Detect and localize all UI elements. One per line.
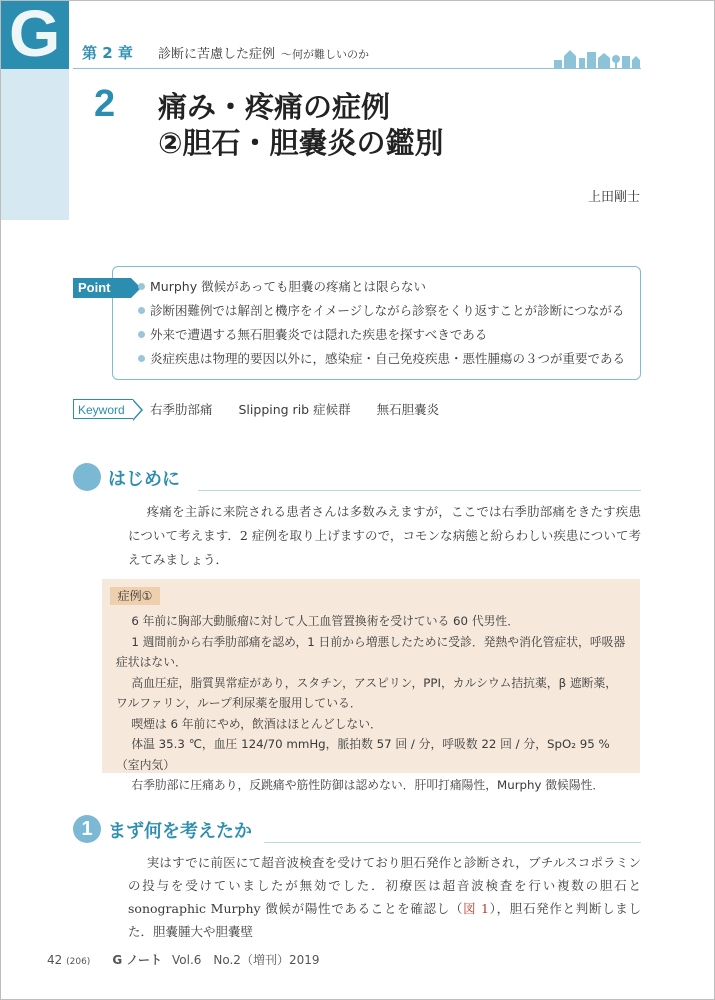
point-item: 炎症疾患は物理的要因以外に，感染症・自己免疫疾患・悪性腫瘍の３つが重要である	[138, 350, 625, 374]
case-text	[116, 611, 628, 796]
intro-heading-rule	[198, 490, 641, 491]
case-line: 喫煙は 6 年前にやめ，飲酒はほとんどしない．	[131, 716, 382, 731]
section1-paragraph: 実はすでに前医にて超音波検査を受けており胆石発作と診断され，ブチルスコポラミンの投与を受けていましたが無効でした．初療医は超音波検査を行い複数の胆石と sonographic Murphy 徴候が陽性であることを確認し（図 1），胆石発作と判断しました．胆嚢腫大や胆嚢壁	[128, 855, 641, 939]
page-footer	[47, 951, 319, 968]
side-band	[1, 69, 69, 220]
chapter-title	[158, 43, 369, 62]
keyword-item: Slipping rib 症候群	[238, 402, 351, 417]
keyword-list	[150, 400, 461, 418]
case-line: 6 年前に胸部大動脈瘤に対して人工血管置換術を受けている 60 代男性．	[131, 614, 520, 628]
chapter-title-text: 診断に苦慮した症例	[158, 47, 276, 62]
keyword-item: 無石胆嚢炎	[376, 402, 440, 417]
section1-number-icon: 1	[73, 815, 101, 843]
figure-link[interactable]: 図 1	[463, 901, 489, 916]
bullet-dot-icon	[138, 283, 145, 290]
heading-circle-icon	[73, 463, 101, 491]
bullet-dot-icon	[138, 331, 145, 338]
point-item: 診断困難例では解剖と機序をイメージしながら診察をくり返すことが診断につながる	[138, 302, 625, 326]
keyword-tag: Keyword	[73, 399, 133, 419]
intro-heading: はじめに	[108, 469, 180, 490]
section1-heading: まず何を考えたか	[108, 821, 252, 842]
point-tag: Point	[73, 278, 131, 298]
page-number: 42 (206)	[47, 953, 91, 967]
logo-block	[1, 1, 69, 69]
keyword-item: 右季肋部痛	[150, 402, 213, 417]
case-tag: 症例①	[110, 587, 160, 605]
skyline-icon	[552, 44, 642, 70]
point-item: Murphy 徴候があっても胆嚢の疼痛とは限らない	[138, 278, 625, 302]
chapter-label: 第 2 章	[82, 44, 133, 62]
point-list	[138, 278, 625, 374]
section-number: 2	[94, 83, 116, 125]
title-line-2: ②胆石・胆嚢炎の鑑別	[158, 126, 444, 160]
bullet-dot-icon	[138, 307, 145, 314]
case-line: 体温 35.3 ℃，血圧 124/70 mmHg，脈拍数 57 回 / 分，呼吸数 22 回 / 分，SpO₂ 95 %（室内気）	[116, 737, 610, 772]
case-line: 右季肋部に圧痛あり，反跳痛や筋性防御は認めない．肝叩打痛陽性，Murphy 徴候陽性．	[131, 778, 605, 792]
section1-heading-rule	[264, 842, 641, 843]
point-item: 外来で遭遇する無石胆嚢炎では隠れた疾患を探すべきである	[138, 326, 625, 350]
bullet-dot-icon	[138, 355, 145, 362]
author-name: 上田剛士	[587, 190, 640, 205]
case-line: 1 週間前から右季肋部痛を認め，1 日前から増悪したために受診．発熱や消化管症状，呼吸器症状はない．	[116, 634, 626, 669]
journal-name: G ノート	[112, 953, 162, 967]
intro-paragraph: 疼痛を主訴に来院される患者さんは多数みえますが，ここでは右季肋部痛をきたす疾患について考えます．2 症例を取り上げますので，コモンな病態と紛らわしい疾患について考えてみましょう．	[128, 504, 641, 567]
title-line-1: 痛み・疼痛の症例	[158, 90, 391, 124]
chapter-subtitle: ～何が難しいのか	[281, 48, 370, 61]
logo-letter: G	[9, 1, 61, 69]
issue-info: Vol.6 No.2（増刊）2019	[171, 953, 320, 967]
case-line: 高血圧症，脂質異常症があり，スタチン，アスピリン，PPI，カルシウム拮抗薬，β 遮断薬，ワルファリン，ループ利尿薬を服用している．	[116, 675, 618, 710]
